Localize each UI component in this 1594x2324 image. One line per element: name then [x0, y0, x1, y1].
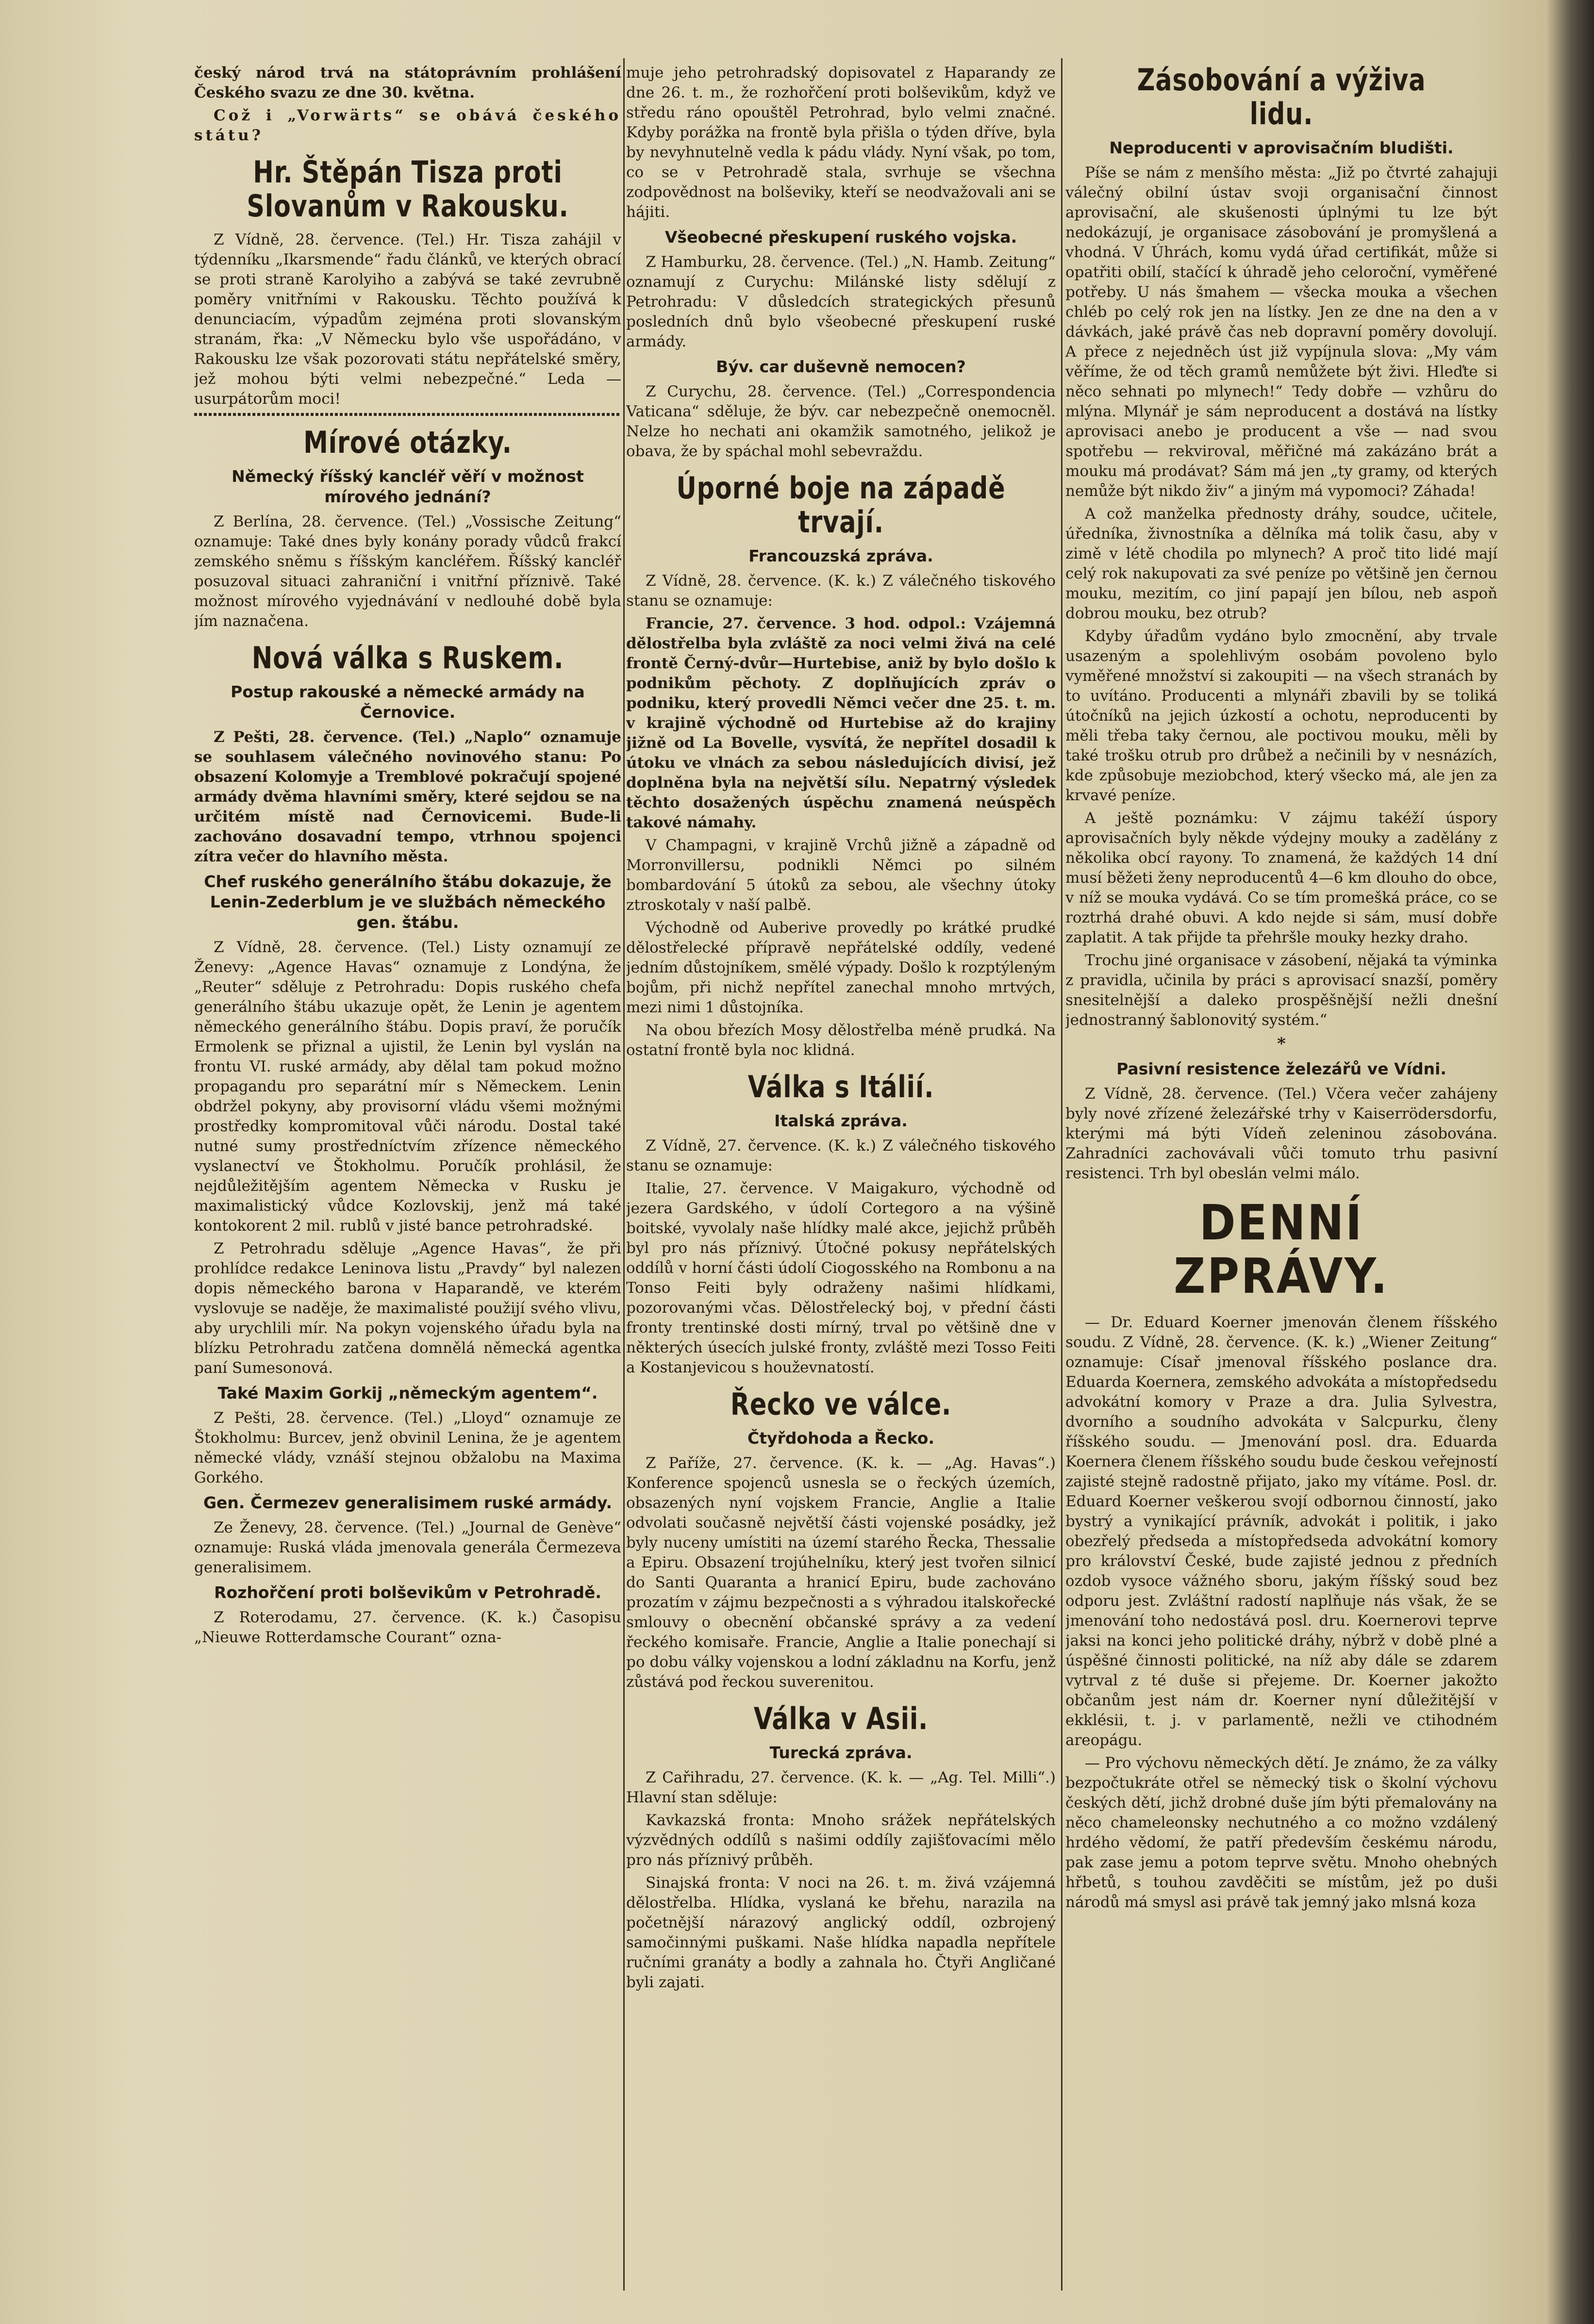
article-paragraph: Píše se nám z menšího města: „Již po čtvrté zahajuji válečný obilní ústav svoji organisační činnost aprovisační, ale skušenosti úplnými tu lze být nedokázují, je organisace zásobování je promyšlená a vhodná. V Úhrách, komu vydá úřad certifikát, může si opatřiti obilí, stačící k úhradě jeho celoroční, vyměřené potřeby. U nás šmahem — všecka mouka a všechen chléb po celý rok jen na lístky. Jen ze dne na den a v dávkách, jaké právě čas neb dopravní poměry dovolují. A přece z nejedněch úst již vypíjnula slova: „My vám věříme, že od těch gramů nemůžete být živi. Hleďte si něco sehnati po mlynech!“ Tedy dobře — vzhůru do mlýna. Mlynář je sám neproducent a dostává na lístky aprovisaci anebo je producent a vše — nad svou spotřebu — rekviroval, měřičné má zakázáno brát a mouku má prodávat? Sám má jen „ty gramy, od kterých nemůže být nikdo živ“ a jiným má vypomoci? Záhada! — [1065, 164, 1497, 500]
article-paragraph: Z Vídně, 27. července. (K. k.) Z válečného tiskového stanu se oznamuje: — [626, 1137, 1056, 1174]
subheadline: Chef ruského generálního štábu dokazuje, že Lenin-Zederblum je ve službách německého gen. štábu. — [204, 872, 612, 932]
subheadline: Býv. car duševně nemocen? — [716, 357, 966, 376]
article-paragraph: Což i „Vorwärts“ se obává českého státu? — [194, 107, 621, 144]
headline-recko: Řecko ve válce. — [730, 1386, 952, 1422]
column-left — [194, 63, 621, 2295]
subheadline: Francouzská zpráva. — [748, 546, 933, 565]
article-paragraph: Z Cařihradu, 27. července. (K. k. — „Ag. Tel. Milli“.) Hlavní stan sděluje: — [626, 1769, 1056, 1806]
article-paragraph: Ze Ženevy, 28. července. (Tel.) „Journal de Genève“ oznamuje: Ruská vláda jmenovala generála Čermezeva generalisimem. — [194, 1519, 621, 1576]
subheadline: Pasivní resistence železářů ve Vídni. — [1116, 1059, 1446, 1078]
article-paragraph: Z Berlína, 28. července. (Tel.) „Vossische Zeitung“ oznamuje: Také dnes byly konány porady vůdců frakcí zemského sněmu s říšským kancléřem. Říšský kancléř posuzoval situaci zahraniční i vnitřní příznivě. Také možnost mírového vyjednávání v nedlouhé době byla jím naznačena. — [194, 513, 621, 630]
article-paragraph: Na obou březích Mosy dělostřelba méně prudká. Na ostatní frontě byla noc klidná. — [626, 1022, 1056, 1059]
article-paragraph: V Champagni, v krajině Vrchů jižně a západně od Morronvillersu, podnikli Němci po silném bombardování 5 útoků za sebou, ale všechny útoky ztroskotaly v naší palbě. — [626, 837, 1056, 914]
column-middle — [626, 63, 1056, 2295]
article-paragraph: Kavkazská fronta: Mnoho srážek nepřátelských výzvědných oddílů s našimi oddíly zajišťovacími mělo pro nás příznivý průběh. — [626, 1812, 1056, 1869]
article-paragraph: Z Curychu, 28. července. (Tel.) „Correspondencia Vaticana“ sděluje, že býv. car nebezpečně onemocněl. Nelze ho nechati ani okamžik samotného, jelikož je obava, že by spáchal mohl sebevraždu. — [626, 383, 1056, 460]
article-paragraph: Z Roterodamu, 27. července. (K. k.) Časopisu „Nieuwe Rotterdamsche Courant“ ozna- — [194, 1609, 621, 1646]
headline-uporne-boje: Úporné boje na západě trvají. — [676, 470, 1006, 540]
headline-mirove: Mírové otázky. — [303, 425, 512, 460]
subheadline: Všeobecné přeskupení ruského vojska. — [664, 228, 1017, 247]
column-right — [1065, 63, 1497, 2295]
article-paragraph: Z Pešti, 28. července. (Tel.) „Naplo“ oznamuje se souhlasem válečného novinového stanu: Po obsazení Kolomyje a Tremblové pokračují spojené armády dvěma hlavními směry, které sejdou se na určitém místě nad Černovicemi. Bude-li zachováno dosavadní tempo, vtrhnou spojenci zítra večer do hlavního města. — [194, 728, 621, 865]
section-title-denni-zpravy: DENNÍ ZPRÁVY. — [1174, 1194, 1389, 1304]
subheadline: Rozhořčení proti bolševikům v Petrohradě. — [214, 1583, 601, 1602]
article-paragraph: — Dr. Eduard Koerner jmenován členem říšského soudu. Z Vídně, 28. července. (K. k.) „Wiener Zeitung“ oznamuje: Císař jmenoval říšského poslance dra. Eduarda Koernera, zemského advokáta a místopředsedu advokátní komory v Praze a dra. Julia Sylvestra, dvorního a soudního advokáta v Salcpurku, členy říšského soudu. — Jmenování posl. dra. Eduarda Koernera členem říšského soudu bude českou veřejností zajisté stejně radostně přijato, jako my vítáme. Posl. dr. Eduard Koerner veškerou svojí odbornou činností, jako bystrý a vynikající právník, advokát i politik, i jako obezřelý předseda a místopředseda advokátní komory pro království České, bude zajisté jednou z předních ozdob vysoce vážného sboru, jakým říšský soud bez odporu jest. Zvláštní radostí naplňuje nás však, že se jmenování toho nedostává posl. dru. Koernerovi teprve jaksi na konci jeho politické dráhy, nýbrž v době plné a úspěšné činnosti politické, na níž aby dále se zdarem vytrval z té duše si přejeme. Dr. Koerner jakožto občanům jest nám dr. Koerner nyní důležitější v ekklésii, t. j. v parlamentě, nežli ve ctihodném areopágu. — [1065, 1314, 1497, 1749]
article-paragraph: muje jeho petrohradský dopisovatel z Haparandy ze dne 26. t. m., že rozhořčení proti bolševikům, když ve středu ráno opouštěl Petrohrad, bylo velmi značné. Kdyby porážka na frontě byla přišla o týden dříve, byla by nevyhnutelně vedla k pádu vlády. Nyní však, po tom, co se v Petrohradě stala, svrhuje se všechna zodpovědnost na bolševiky, kteří se neodvažovali ani se hájiti. — [626, 64, 1056, 221]
headline-valka-rusko: Nová válka s Ruskem. — [251, 640, 564, 676]
subheadline: Italská zpráva. — [774, 1111, 908, 1130]
subheadline: Také Maxim Gorkij „německým agentem“. — [217, 1384, 598, 1402]
headline-valka-italie: Válka s Itálií. — [747, 1069, 934, 1104]
article-paragraph: Z Vídně, 28. července. (K. k.) Z válečného tiskového stanu se oznamuje: — [626, 572, 1056, 610]
article-paragraph: Z Pešti, 28. července. (Tel.) „Lloyd“ oznamuje ze Štokholmu: Burcev, jenž obvinil Lenina, že je agentem německé vlády, vznáší stejnou obžalobu na Maxima Gorkého. — [194, 1409, 621, 1486]
article-paragraph: Z Vídně, 28. července. (Tel.) Hr. Tisza zahájil v týdenníku „Ikarsmende“ řadu článků, ve kterých obrací se proti straně Karolyiho a zabývá se také zevrubně poměry vnitřními v Rakousku. Těchto používá k denunciacím, výpadům zejména proti slovanským stranám, řka: „V Německu bylo vše uspořádáno, v Rakousku lze však pozorovati státu nepřátelské směry, jež mohou býti velmi nebezpečné.“ Leda — usurpátorům moci! — [194, 231, 621, 408]
article-paragraph: Z Petrohradu sděluje „Agence Havas“, že při prohlídce redakce Leninova listu „Pravdy“ byl nalezen dopis německého barona v Haparandě, ve kterém vyslovuje se naděje, že maximalisté použijí svého vlivu, aby urychlili mír. Na pokyn vojenského úřadu byla na blízku Petrohradu zatčena domnělá německá agentka paní Sumesonová. — [194, 1240, 621, 1377]
article-paragraph: A což manželka přednosty dráhy, soudce, učitele, úředníka, živnostníka a dělníka má tolik času, aby v zimě v létě chodila po mlynech? A proč tito lidé mají celý rok nakupovati za své peníze po většině jen černou mouku, mezitím, co jiní papají jen bílou, neb aspoň dobrou mouku, bez otrub? — [1065, 505, 1497, 622]
column-rule-1 — [623, 58, 625, 2291]
subheadline: Čtyřdohoda a Řecko. — [747, 1429, 934, 1448]
article-paragraph: Z Hamburku, 28. července. (Tel.) „N. Hamb. Zeitung“ oznamují z Curychu: Milánské listy sdělují z Petrohradu: V důsledcích strategických přesunů posledních dnů bylo všeobecné přeskupení ruské armády. — [626, 253, 1056, 350]
column-rule-2 — [1061, 58, 1063, 2291]
subheadline: Postup rakouské a německé armády na Černovice. — [231, 682, 585, 722]
article-paragraph: Z Vídně, 28. července. (Tel.) Včera večer zahájeny byly nové zřízené železářské trhy v Kaiserrödersdorfu, kterými má býti Vídeň zeleninou zásobována. Zahradníci zachovávali vůči tomuto trhu pasivní resistenci. Trh byl obeslán velmi málo. — [1065, 1085, 1497, 1182]
headline-tisza: Hr. Štěpán Tisza proti Slovanům v Rakousku. — [247, 154, 569, 224]
section-star: * — [1277, 1034, 1286, 1054]
article-paragraph: A ještě poznámku: V zájmu takéží úspory aprovisačních byly někde výdejny mouky a zadělány z několika obcí rayony. To znamená, že každých 14 dní musí běžeti ženy neproducentů 4—6 km dlouho do obce, v níž se mouka vydává. Co se tím promešká práce, co se roztrhá drahé obuvi. A kdo nejde si sám, musí dobře zaplatit. A tak přijde ta přehršle mouky hezky draho. — [1065, 809, 1497, 946]
article-paragraph: Trochu jiné organisace v zásobení, nějaká ta výminka z pravidla, učinila by práci s aprovisací snazší, poměry snesitelnější a daleko prospěšnější nežli dnešní jednostranný šablonovitý systém.“ — [1065, 952, 1497, 1029]
dotted-divider — [194, 413, 621, 416]
subheadline: Turecká zpráva. — [769, 1743, 913, 1762]
subheadline: Gen. Čermezev generalisimem ruské armády. — [203, 1493, 613, 1512]
subheadline: Německý říšský kancléř věří v možnost mírového jednání? — [232, 467, 584, 506]
article-paragraph: Východně od Auberive provedly po krátké prudké dělostřelecké přípravě nepřátelské oddíly, vedené jedním důstojníkem, smělé výpady. Došlo k rozptýleným bojům, při nichž nepřítel zanechal mnoho mrtvých, mezi nimi 1 důstojníka. — [626, 919, 1056, 1016]
article-paragraph: Kdyby úřadům vydáno bylo zmocnění, aby trvale usazeným a spolehlivým osobám povoleno bylo vyměřené množství si zakoupiti — na všech stranách by to uvítáno. Producenti a mlynáři zbavili by se toliká útočníků na jejich úzkostí a ochotu, neproducenti by měli třeba taky černou, ale poctivou mouku, měli by také trošku otrub pro drůbež a nečinili by v nesnázích, kde způsobuje meziobchod, který všecko má, ale jen za krvavé peníze. — [1065, 627, 1497, 804]
headline-valka-asie: Válka v Asii. — [753, 1701, 929, 1736]
article-paragraph: Z Vídně, 28. července. (Tel.) Listy oznamují ze Ženevy: „Agence Havas“ oznamuje z Londýna, že „Reuter“ sděluje z Petrohradu: Dopis ruského chefa generálního štábu ukazuje opět, že Lenin je agentem německého generálního štábu. Dopis praví, že poručík Ermolenk se přiznal a ujistil, že Lenin byl vyslán na frontu VI. ruské armády, aby dělal tam pokud možno propagandu pro separátní mír s Německem. Lenin obdržel pokyny, aby provisorní vládu všemi možnými prostředky kompromitoval vůči národu. Dostal také nutné sumy prostředníctvím zřízence německého vyslanectví ve Štokholmu. Poručík prohlásil, že nejdůležitějším agentem Německa v Rusku je maximalistický vůdce Kozlovskij, jenž má také kontokorent 2 mil. rublů v jisté bance petrohradské. — [194, 939, 621, 1235]
article-paragraph: Italie, 27. července. V Maigakuro, východně od jezera Gardského, v údolí Cortegoro a na výšině boitské, vyvolaly naše hlídky malé akce, jejichž průběh byl pro nás příznivý. Útočné pokusy nepřátelských oddílů v horní části údolí Ciogosského na Rombonu a na Tonso Feiti byly odraženy našimi hlídkami, pozorovanými včas. Dělostřelecký boj, v přední části fronty trentinské dosti mírný, trval po většině dne v některých úsecích julské fronty, zvláště mezi Tosso Feiti a Kostanjevicou s houževnatostí. — [626, 1180, 1056, 1376]
headline-zasobovani: Zásobování a výživa lidu. — [1137, 63, 1426, 132]
article-paragraph: Francie, 27. července. 3 hod. odpol.: Vzájemná dělostřelba byla zvláště za noci velmi živá na celé frontě Černý-dvůr—Hurtebise, aniž by bylo došlo k podnikům pěchoty. Z doplňujících zpráv o podniku, který provedli Němci večer dne 25. t. m. v krajině východně od Hurtebise až do krajiny jižně od La Bovelle, vysvítá, že nepřítel dosadil k útoku ve vlnách za sebou následujících divisí, jež doplněna byla na největší sílu. Nepatrný výsledek těchto dosažených úspěchu znamená neúspěch takové námahy. — [626, 615, 1056, 831]
article-paragraph: — Pro výchovu německých dětí. Je známo, že za války bezpočtukráte otřel se německý tisk o školní výchovu českých dětí, jichž drobné duše jím býti přemalovány na něco chameleonsky nechutného a co možno vzdálený hrdého vědomí, že patří především českému národu, pak zase jemu a potom teprve světu. Mnoho ohebných hřbetů, s touhou zavděčiti se místům, jež po duši národů má smysl asi právě tak jemný jako mlsná koza — [1065, 1754, 1497, 1911]
article-paragraph: český národ trvá na státoprávním prohlášení Českého svazu ze dne 30. května. — [194, 64, 621, 101]
article-paragraph: Sinajská fronta: V noci na 26. t. m. živá vzájemná dělostřelba. Hlídka, vyslaná ke břehu, narazila na početnější nárazový anglický oddíl, ozbrojený samočinnými puškami. Naše hlídka napadla nepřítele ručními granáty a bodly a zahnala ho. Čtyři Angličané byli zajati. — [626, 1874, 1056, 1991]
article-paragraph: Z Paříže, 27. července. (K. k. — „Ag. Havas“.) Konference spojenců usnesla se o řeckých územích, obsazených nyní vojskem Francie, Anglie a Italie odvolati současně největší části vojenské posádky, jež byly nuceny umístiti na území starého Řecka, Thessalie a Epiru. Obsazení trojúhelníku, který jest tvořen silnicí do Santi Quaranta a hranicí Epiru, bude zachováno prozatím v zájmu bezpečnosti a s výhradou italskořecké smlouvy o obecnění občanské správy a za vedení řeckého komisaře. Francie, Anglie a Italie ponechají si po dobu války vojenskou a lodní základnu na Korfu, jenž zůstává pod řeckou suverenitou. — [626, 1454, 1056, 1691]
subheadline: Neproducenti v aprovisačním bludišti. — [1109, 138, 1454, 157]
